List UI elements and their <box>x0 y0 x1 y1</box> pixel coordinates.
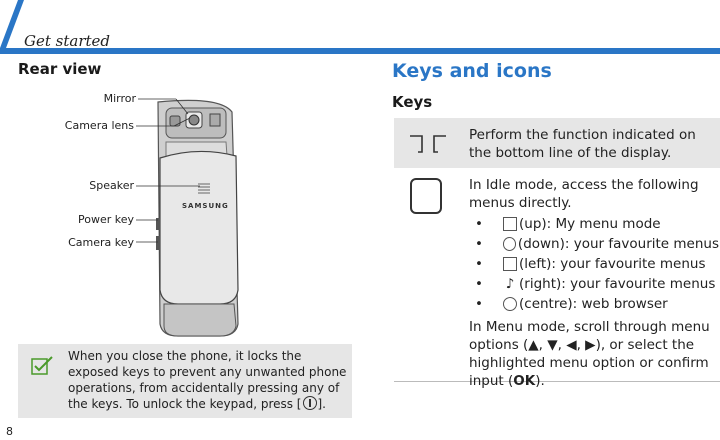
bullet-marker: • <box>475 296 483 312</box>
bullet-marker: • <box>475 236 483 252</box>
bullet-marker: • <box>475 256 483 272</box>
bullet-up <box>469 214 719 234</box>
soft-keys-row <box>394 118 720 168</box>
soft-keys-text: Perform the function indicated on the bottom line of the display. <box>469 127 696 161</box>
bullet-centre <box>469 294 719 314</box>
note-text-before: When you close the phone, it locks the exposed keys to prevent any unwanted phone operations, from accidentally pressing any of the keys. To unlock the keypad, press [ <box>68 349 347 411</box>
bullet-right <box>469 274 719 294</box>
note-text <box>68 348 354 412</box>
menu-mode-text <box>469 318 719 390</box>
callout-power-key: Power key <box>77 213 134 226</box>
ok-label: OK <box>513 373 536 389</box>
bullet-up-text: (up): My menu mode <box>519 216 661 232</box>
note-text-after: ]. <box>317 397 326 411</box>
bullet-centre-text: (centre): web browser <box>519 296 668 312</box>
menu-text-2: ), or select the highlighted menu option or confirm input ( <box>469 337 709 389</box>
menu-icon <box>503 217 517 231</box>
brand-logo: SAMSUNG <box>182 202 229 210</box>
bullet-down <box>469 234 719 254</box>
keys-subheading: Keys <box>392 93 433 111</box>
callout-camera-lens: Camera lens <box>64 119 134 132</box>
nav-arrows-icon: ▲, ▼, ◀, ▶ <box>528 337 596 353</box>
page-number: 8 <box>6 425 13 438</box>
nav-intro-text: In Idle mode, access the following menus directly. <box>469 177 699 211</box>
nav-keys-description <box>469 176 719 390</box>
bullet-left <box>469 254 719 274</box>
menu-text-1: In Menu mode, scroll through menu options ( <box>469 319 710 353</box>
callout-mirror: Mirror <box>103 92 136 105</box>
favourite-down-icon <box>503 237 516 251</box>
menu-text-3: ). <box>535 373 545 389</box>
bullet-right-text: (right): your favourite menus <box>519 276 716 292</box>
phone-rear-illustration <box>60 92 320 342</box>
unlock-key-icon <box>303 396 317 410</box>
bullet-left-text: (left): your favourite menus <box>519 256 706 272</box>
chapter-title: Get started <box>24 32 111 50</box>
bullet-marker: • <box>475 216 483 232</box>
nav-keys-row <box>394 168 720 389</box>
nav-key-icon <box>410 178 442 214</box>
bullet-marker: • <box>475 276 483 292</box>
check-icon <box>30 356 54 376</box>
callout-speaker: Speaker <box>89 179 134 192</box>
rear-view-heading: Rear view <box>18 60 102 78</box>
keys-and-icons-heading: Keys and icons <box>392 60 552 82</box>
favourite-left-icon <box>503 257 517 271</box>
callout-camera-key: Camera key <box>68 236 134 249</box>
music-note-icon: ♪ <box>505 276 515 292</box>
bullet-down-text: (down): your favourite menus <box>517 236 719 252</box>
globe-icon <box>503 297 517 311</box>
soft-keys-icon <box>408 134 448 154</box>
note-box <box>18 344 352 418</box>
